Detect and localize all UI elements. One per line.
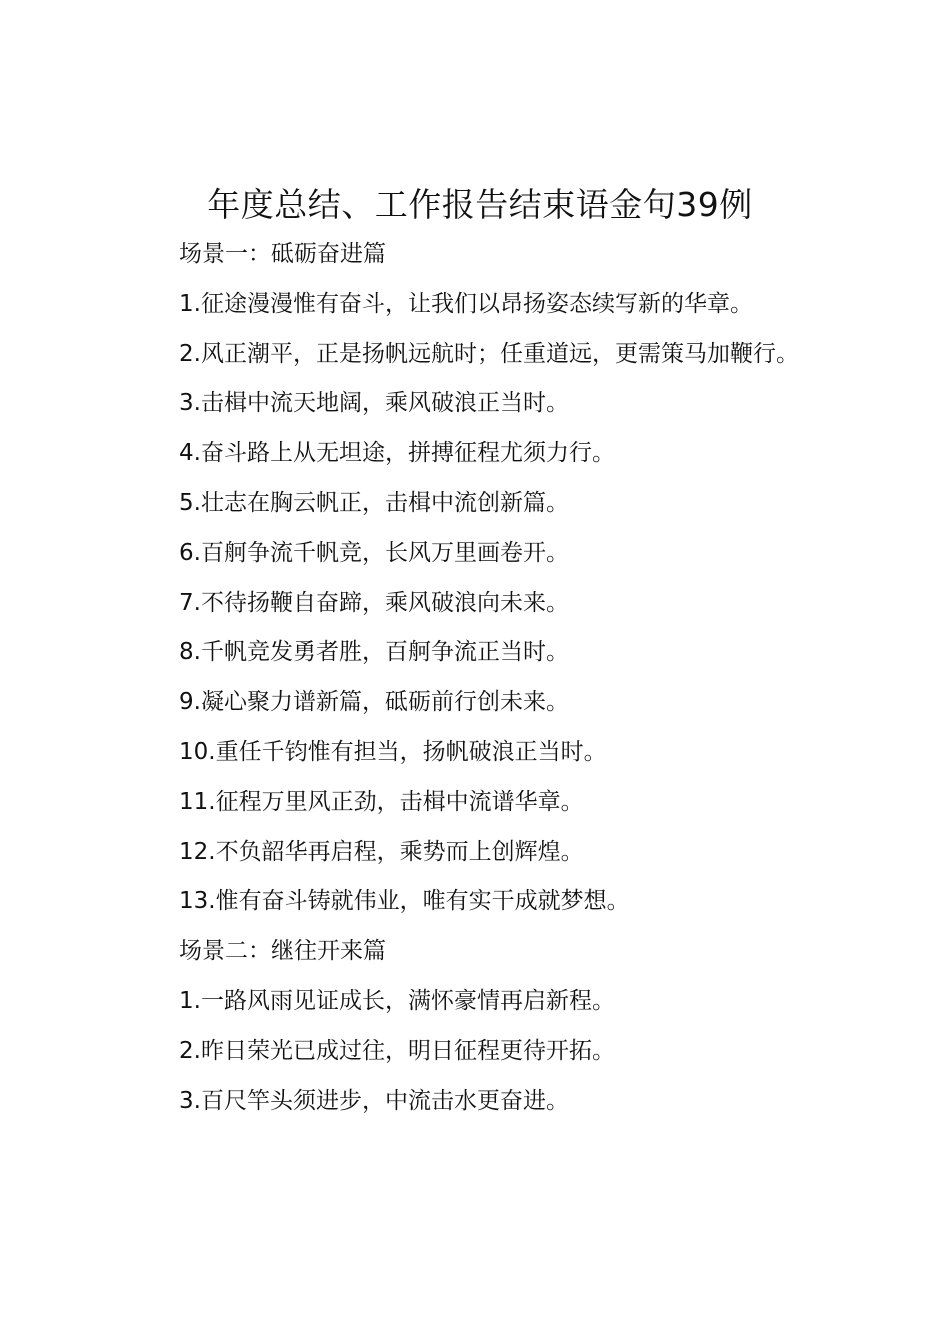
- paragraph: 3.百尺竿头须进步，中流击水更奋进。: [179, 1087, 569, 1114]
- section-heading-1: 场景一：砥砺奋进篇: [179, 241, 386, 267]
- paragraph: 6.百舸争流千帆竞，长风万里画卷开。: [179, 539, 569, 566]
- paragraph: 8.千帆竞发勇者胜，百舸争流正当时。: [179, 639, 569, 666]
- paragraph: 7.不待扬鞭自奋蹄，乘风破浪向未来。: [179, 589, 569, 616]
- paragraph: 10.重任千钧惟有担当，扬帆破浪正当时。: [179, 738, 607, 765]
- paragraph: 1.一路风雨见证成长，满怀豪情再启新程。: [179, 987, 615, 1014]
- section-heading-2: 场景二：继往开来篇: [179, 938, 386, 965]
- document-body: [128, 230, 840, 1126]
- paragraph: 9.凝心聚力谱新篇，砥砺前行创未来。: [179, 689, 569, 716]
- paragraph: 5.壮志在胸云帆正，击楫中流创新篇。: [179, 489, 569, 516]
- paragraph: 1.征途漫漫惟有奋斗，让我们以昂扬姿态续写新的华章。: [179, 290, 753, 317]
- paragraph: 4.奋斗路上从无坦途，拼搏征程尤须力行。: [179, 440, 615, 467]
- document-title: 年度总结、工作报告结束语金句39例: [207, 185, 753, 224]
- paragraph: 11.征程万里风正劲，击楫中流谱华章。: [179, 788, 584, 815]
- paragraph: 2.风正潮平，正是扬帆远航时；任重道远，更需策马加鞭行。: [179, 340, 799, 367]
- paragraph: 3.击楫中流天地阔，乘风破浪正当时。: [179, 390, 569, 417]
- paragraph: 13.惟有奋斗铸就伟业，唯有实干成就梦想。: [179, 888, 630, 915]
- paragraph: 12.不负韶华再启程，乘势而上创辉煌。: [179, 838, 584, 865]
- paragraph: 2.昨日荣光已成过往，明日征程更待开拓。: [179, 1037, 615, 1064]
